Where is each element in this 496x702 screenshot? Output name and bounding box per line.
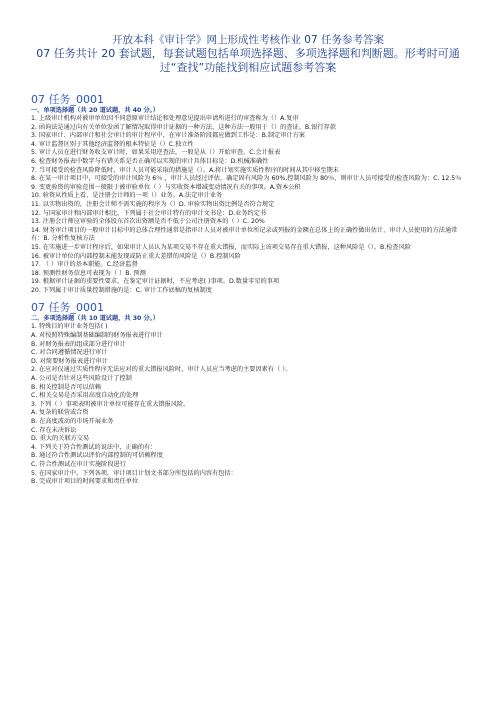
document-subtitle: 07 任务共计 20 套试题，每套试题包括单项选择题、多项选择题和判断题。形考时可通过“查找”功能找到相应试题参考答案 — [36, 47, 460, 74]
single-choice-heading: 一、单项选择题（共 20 道试题，共 40 分。） — [31, 107, 159, 114]
question-item: 4. 审计监督区别于其他经济监督的根本特征是（）C.独立性 — [31, 140, 194, 148]
question-line: 2. 在应对仅通过实质性程序无法应对的重大错报风险时，审计人员应当考虑的主要因素有（ ）。 — [31, 366, 292, 374]
question-item: 20. 下列属于审计质量控制措施的是：C. 审计工作底稿的复核制度 — [31, 286, 212, 294]
question-item: 14. 财务审计项目的一般审计目标中的总体合理性通常是指审计人员对被审计单位所记录或列报的金额在总体上的正确性做出估计，审计人员使用的方法通常有：B. 分析性复核方法 — [31, 226, 458, 243]
question-item: 17. （ ）审计的基本职能。C.经济监督 — [31, 261, 138, 269]
question-item: 3. 国家审计、内部审计和社会审计的审计程序中，在审计准备阶段都应做到工作是：B.制定审计方案 — [31, 132, 305, 140]
multi-choice-list — [31, 323, 465, 486]
question-item: 18. 预测性财务信息可表现为（ ）B. 预测 — [31, 269, 146, 277]
question-line: A. 对按照特殊编制基础编制的财务报表进行审计 — [31, 332, 163, 340]
question-line: A. 复杂的联营或合资 — [31, 409, 89, 417]
question-item: 10. 验资从性质上看，是注册会计师的一项（）业务。A.法定审计业务 — [31, 192, 223, 200]
question-item: 5. 审计人员在进行财务收支审计时，如果采用逆查法，一般是从（）开始审查。C.会计报表 — [31, 149, 281, 157]
question-line: B. 对财务报表的组成部分进行审计 — [31, 340, 126, 348]
question-line: D. 对简要财务报表进行审计 — [31, 357, 108, 365]
question-item: 11. 以实物出资的，注册会计师不需实施的程序为（）D. 审验实物出资比例是否符合规定 — [31, 200, 275, 208]
question-item: 6. 检查财务报表中数字与有错关系是否正确可以实现的审计具体目标是：D.机械准确性 — [31, 157, 269, 165]
question-line: B. 完成审计项目的时间要求和责任单位 — [31, 478, 139, 486]
question-line: C. 相关交易是否采用高度自动化的处理 — [31, 392, 139, 400]
section-title-1: 07 任务_0001 — [31, 93, 104, 106]
question-line: A. 公司是否针对这些风险设计了控制 — [31, 375, 132, 383]
question-line: C. 存在未决诉讼 — [31, 426, 77, 434]
question-line: 3. 下列（ ）事项表明被审计单位可能存在重大错报风险。 — [31, 400, 190, 408]
question-item: 8. 在某一审计项目中，可接受的审计风险为 6％ ，审计人员经过评估，确定固有风险为 60%,控制风险为 80％，则审计人员可接受的检查风险为：C. 12.5％ — [31, 175, 462, 183]
question-line: B. 通过符合性测试以评价内部控制的可信赖程度 — [31, 452, 163, 460]
question-line: 5. 在国家审计中，下列各项，审计项目计划文书部分所包括的内容有包括： — [31, 469, 237, 477]
question-item: 19. 根据审计证据的重要性要求，在鉴定审计证据时，不应考虑( )事项。D.数量零星的事项 — [31, 278, 280, 286]
question-line: C. 对合同遵循情况进行审计 — [31, 349, 108, 357]
question-line: B. 相关控制是否可以信赖 — [31, 383, 102, 391]
question-line: 1. 特殊目的审计业务包括( ) — [31, 323, 108, 331]
question-item: 7. 当可接受的检查风险降低时，审计人员可能采取的措施是（）。A.将计划实施实质性程序的时间从其中移至期末 — [31, 166, 339, 174]
question-item: 15. 在实施进一步审计程序后，如果审计人员认为某项交易不存在重大错报，而实际上该项交易存在重大错报，这种风险是（）。B.检查风险 — [31, 243, 411, 251]
question-item: 2. 函询法是通过向有关单位发函了解情况取得审计证据的一种方法，这种方法一般用于（）的查证。B.银行存款 — [31, 123, 336, 131]
question-item: 12. 与国家审计和内部审计相比，下列属于社会审计特有的审计文书是：D.业务约定书 — [31, 209, 267, 217]
multi-choice-heading: 二、多项选择题（共 10 道试题，共 30 分。） — [31, 315, 159, 323]
question-item: 13. 注册会计师应审验的全体股东首次出资额是否不低于公司注册资本的（ ）C. 20% — [31, 218, 265, 226]
question-item: 9. 变更验资的审验范围一般限于被审验单位（ ）与实收资本增减变动情况有关的事项。A.资本公积 — [31, 183, 301, 191]
question-item: 16. 被审计单位的内部控制未能发现或防止重大差错的风险是（）B.控制风险 — [31, 252, 241, 260]
question-line: C. 符合性测试在审计实施阶段进行 — [31, 460, 126, 468]
section-title-2: 07 任务_0001 — [31, 301, 104, 315]
single-choice-list — [31, 115, 465, 295]
question-item: 1. 上级审计机构对被审单位因不同意原审计结论和处理意见提出申请所进行的审查称为（）A.复审 — [31, 115, 299, 122]
document-title: 开放本科《审计学》网上形成性考核作业 07 任务参考答案 — [111, 34, 385, 46]
question-line: D. 重大的关联方交易 — [31, 435, 90, 443]
question-line: 4. 下列关于符合性测试的说法中，正确的有： — [31, 443, 157, 451]
question-line: B. 在高度波动的市场开展业务 — [31, 418, 114, 425]
